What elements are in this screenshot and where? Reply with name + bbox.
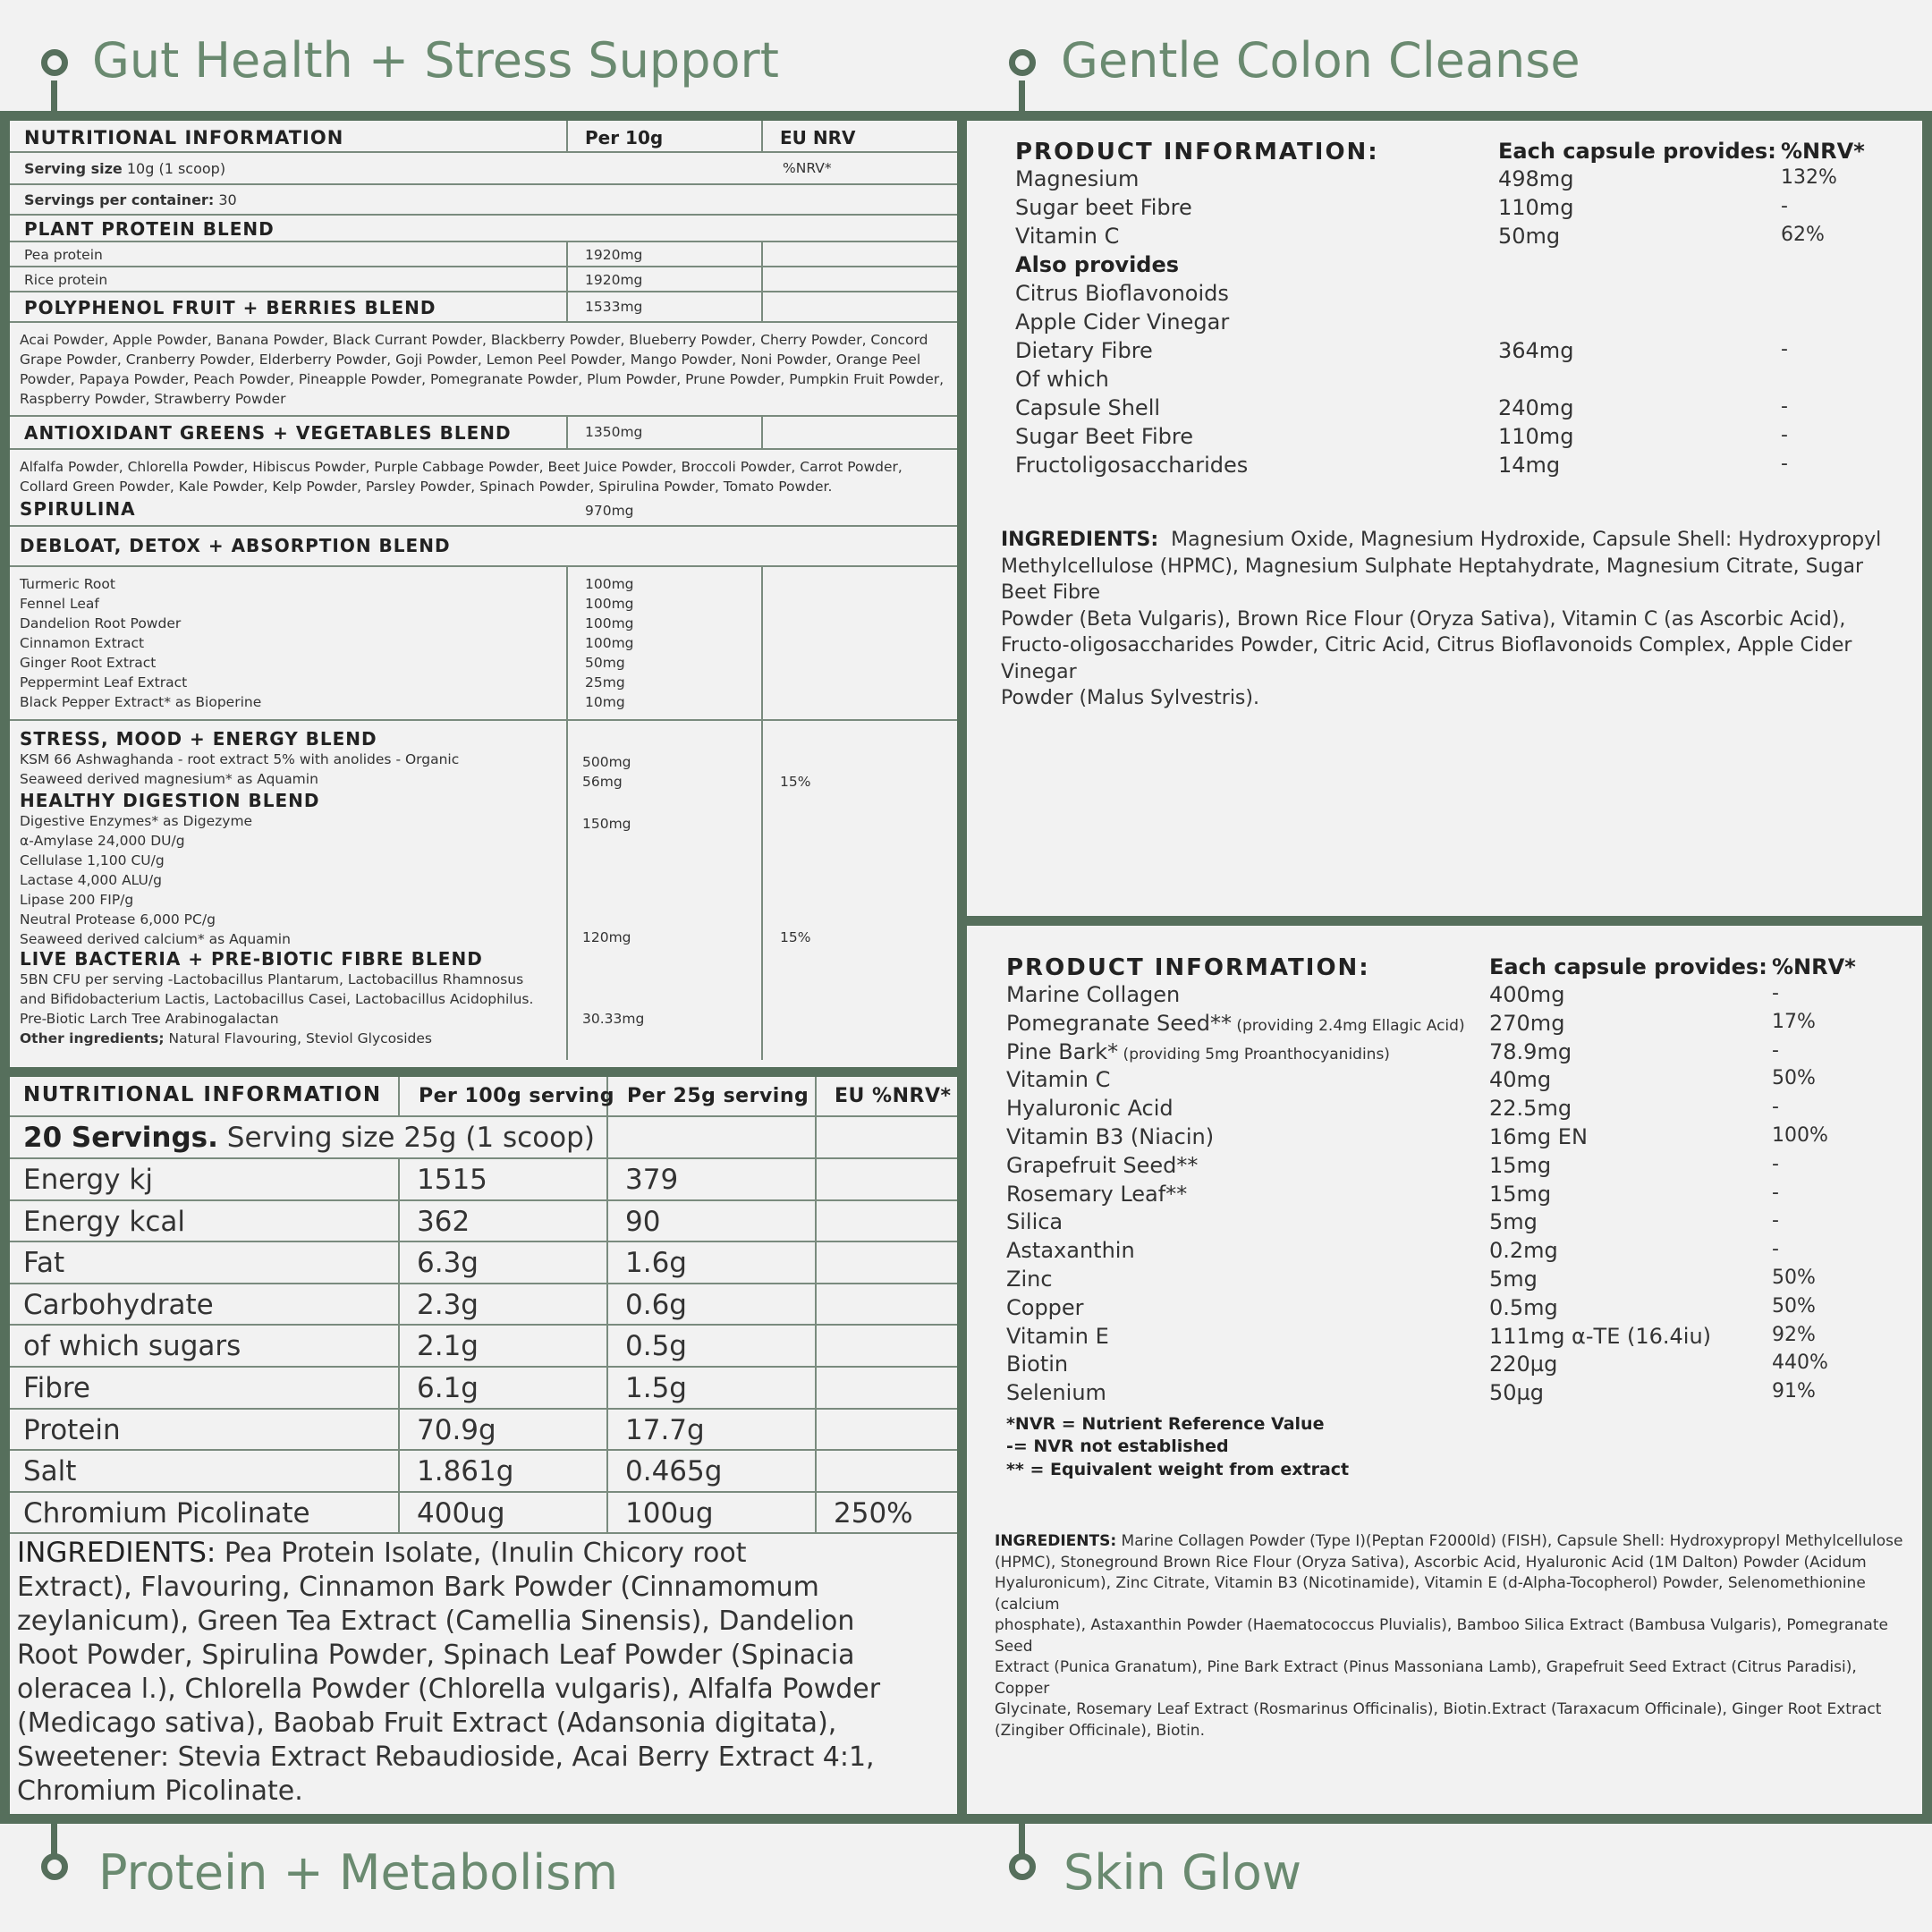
greens-heading: ANTIOXIDANT GREENS + VEGETABLES BLEND xyxy=(24,422,512,444)
footnote-not-established: -= NVR not established xyxy=(1006,1436,1229,1456)
debloat-item: Ginger Root Extract xyxy=(20,655,157,671)
skin-row-nrv: - xyxy=(1772,1181,1779,1204)
skin-row-amount: 15mg xyxy=(1489,1181,1552,1207)
debloat-value-list xyxy=(585,574,634,712)
greens-list-row xyxy=(10,450,957,527)
skin-glow-panel xyxy=(967,926,1922,1814)
live-bacteria-heading: LIVE BACTERIA + PRE-BIOTIC FIBRE BLEND xyxy=(20,948,483,970)
skin-row-nrv: 440% xyxy=(1772,1352,1828,1375)
pin-icon-q1 xyxy=(41,49,68,76)
digestion-item: Digestive Enzymes* as Digezyme xyxy=(20,813,253,829)
pin-icon-q3 xyxy=(41,1853,68,1880)
live-bacteria-line-2: and Bifidobacterium Lactis, Lactobacillus Casei, Lactobacillus Acidophilus. xyxy=(20,991,534,1007)
debloat-value: 100mg xyxy=(585,576,634,592)
debloat-item: Peppermint Leaf Extract xyxy=(20,674,188,691)
table-row xyxy=(10,1410,957,1452)
table-row xyxy=(10,1326,957,1368)
skin-row-amount: 0.5mg xyxy=(1489,1294,1558,1320)
skin-row-name: Copper xyxy=(1006,1294,1084,1320)
skin-row-name: Marine Collagen xyxy=(1006,982,1181,1007)
frame-right-horizontal-divider xyxy=(957,916,1932,926)
protein-row-per25: 1.6g xyxy=(625,1247,687,1280)
colon-row-nrv: - xyxy=(1781,424,1788,446)
colon-ingredients: INGREDIENTS: Magnesium Oxide, Magnesium Hydroxide, Capsule Shell: Hydroxypropyl Methylcellulose (HPMC), Magnesium Sulphate Heptahydrate, Magnesium Citrate, Sugar Beet Fibre Powder (Beta Vulgaris), Brown Rice Flour (Oryza Sativa), Vitamin C (as Ascorbic Acid), Fructo-oligosaccharides Powder, Citric Acid, Citrus Bioflavonoids Complex, Apple Cider Vinegar Powder (Malus Sylvestris). xyxy=(1001,529,1882,709)
rice-protein-label: Rice protein xyxy=(24,272,108,288)
skin-row-name: Pine Bark* (providing 5mg Proanthocyanidins) xyxy=(1006,1038,1390,1064)
header-eu-nrv: EU NRV xyxy=(780,127,856,148)
skin-row-nrv: - xyxy=(1772,1038,1779,1062)
plant-protein-heading: PLANT PROTEIN BLEND xyxy=(24,218,275,240)
table-row xyxy=(10,1451,957,1493)
skin-product-table xyxy=(967,926,1922,1498)
stress-digestion-live-row xyxy=(10,721,957,1060)
servings-per-container: Servings per container: 30 xyxy=(24,191,237,208)
skin-header-product-info: PRODUCT INFORMATION: xyxy=(1006,954,1370,981)
seaweed-calcium-nrv: 15% xyxy=(780,929,811,945)
skin-row-nrv: 91% xyxy=(1772,1380,1816,1403)
ksm-66-value: 500mg xyxy=(582,754,631,770)
protein-servings: 20 Servings. Serving size 25g (1 scoop) xyxy=(23,1122,595,1154)
live-bacteria-line-1: 5BN CFU per serving -Lactobacillus Plantarum, Lactobacillus Rhamnosus xyxy=(20,971,524,987)
skin-header-each-capsule: Each capsule provides: xyxy=(1489,954,1767,979)
table-row xyxy=(10,1284,957,1326)
colon-cleanse-panel xyxy=(967,121,1922,916)
table-row xyxy=(10,1159,957,1201)
table-row xyxy=(10,1201,957,1243)
protein-row-per100: 1.861g xyxy=(417,1455,514,1488)
rice-protein-value: 1920mg xyxy=(585,272,643,288)
colon-row-nrv: - xyxy=(1781,338,1788,360)
seaweed-magnesium-label: Seaweed derived magnesium* as Aquamin xyxy=(20,771,318,787)
protein-header-per100: Per 100g serving xyxy=(419,1085,615,1107)
ksm-66-label: KSM 66 Ashwaghanda - root extract 5% with anolides - Organic xyxy=(20,751,460,767)
debloat-item: Turmeric Root xyxy=(20,576,115,592)
larch-value: 30.33mg xyxy=(582,1011,645,1027)
heading-colon-cleanse: Gentle Colon Cleanse xyxy=(1061,32,1580,89)
protein-row-per100: 400ug xyxy=(417,1496,505,1530)
debloat-item-list xyxy=(20,574,261,712)
protein-row-per25: 100ug xyxy=(625,1496,714,1530)
skin-row-nrv: - xyxy=(1772,1096,1779,1119)
colon-row-amount: 498mg xyxy=(1498,166,1574,191)
debloat-row xyxy=(10,527,957,567)
colon-row-amount: 110mg xyxy=(1498,424,1574,449)
colon-header-nrv: %NRV* xyxy=(1781,139,1865,164)
skin-row-amount: 22.5mg xyxy=(1489,1096,1572,1122)
frame-left xyxy=(0,111,10,1824)
skin-row-amount: 111mg α-TE (16.4iu) xyxy=(1489,1323,1712,1349)
digestion-item: Lipase 200 FIP/g xyxy=(20,892,134,908)
skin-row-nrv: - xyxy=(1772,1238,1779,1261)
heading-skin-glow: Skin Glow xyxy=(1063,1844,1301,1901)
serving-size-row xyxy=(10,153,957,185)
table-row xyxy=(10,1493,957,1535)
heading-protein: Protein + Metabolism xyxy=(98,1844,619,1901)
colon-row-amount: 110mg xyxy=(1498,195,1574,220)
debloat-value: 25mg xyxy=(585,674,625,691)
frame-right xyxy=(1922,111,1932,1824)
protein-row-per25: 0.465g xyxy=(625,1455,723,1488)
spirulina-heading: SPIRULINA xyxy=(20,498,136,520)
colon-row-name: Citrus Bioflavonoids xyxy=(1015,281,1229,306)
skin-row-name: Grapefruit Seed** xyxy=(1006,1152,1199,1178)
protein-header-per25: Per 25g serving xyxy=(627,1085,809,1107)
digestion-item: Neutral Protease 6,000 PC/g xyxy=(20,911,216,928)
debloat-item: Fennel Leaf xyxy=(20,596,99,612)
digestion-heading: HEALTHY DIGESTION BLEND xyxy=(20,790,320,811)
servings-row xyxy=(10,185,957,216)
pin-icon-q2 xyxy=(1009,49,1036,76)
colon-row-name: Vitamin C xyxy=(1015,224,1120,249)
spirulina-value: 970mg xyxy=(585,503,634,519)
colon-header-each-capsule: Each capsule provides: xyxy=(1498,139,1776,164)
debloat-value: 10mg xyxy=(585,694,625,710)
skin-row-amount: 0.2mg xyxy=(1489,1238,1558,1264)
polyphenol-list-row xyxy=(10,323,957,417)
frame-left-horizontal-divider xyxy=(0,1067,967,1077)
protein-row-name: Fibre xyxy=(23,1372,91,1404)
skin-row-amount: 50µg xyxy=(1489,1380,1545,1406)
debloat-value: 50mg xyxy=(585,655,625,671)
skin-row-nrv: - xyxy=(1772,1152,1779,1175)
colon-row-nrv: - xyxy=(1781,395,1788,418)
colon-row-amount: 14mg xyxy=(1498,453,1561,478)
skin-row-name: Pomegranate Seed** (providing 2.4mg Ellagic Acid) xyxy=(1006,1010,1465,1036)
pea-protein-label: Pea protein xyxy=(24,247,103,263)
stress-heading: STRESS, MOOD + ENERGY BLEND xyxy=(20,728,377,750)
protein-row-name: Salt xyxy=(23,1455,77,1488)
frame-vertical-divider xyxy=(957,111,967,1824)
protein-row-per100: 2.1g xyxy=(417,1330,479,1363)
larch-label: Pre-Biotic Larch Tree Arabinogalactan xyxy=(20,1011,279,1027)
colon-row-nrv: 62% xyxy=(1781,224,1825,246)
skin-row-name: Selenium xyxy=(1006,1380,1106,1406)
skin-row-amount: 400mg xyxy=(1489,982,1565,1007)
pin-icon-q4 xyxy=(1009,1853,1036,1880)
skin-row-amount: 40mg xyxy=(1489,1067,1552,1093)
greens-row xyxy=(10,417,957,450)
protein-row-per100: 1515 xyxy=(417,1164,487,1196)
skin-row-nrv: 50% xyxy=(1772,1267,1816,1289)
table-row xyxy=(10,1368,957,1410)
other-ingredients: Other ingredients; Natural Flavouring, Steviol Glycosides xyxy=(20,1030,432,1046)
colon-row-nrv: - xyxy=(1781,453,1788,475)
pin-stem-q1 xyxy=(51,80,57,116)
pea-protein-value: 1920mg xyxy=(585,247,643,263)
polyphenol-row xyxy=(10,292,957,323)
protein-header-row xyxy=(10,1077,957,1117)
table-row xyxy=(10,1242,957,1284)
colon-row-name: Of which xyxy=(1015,367,1109,392)
polyphenol-value: 1533mg xyxy=(585,299,643,315)
greens-value: 1350mg xyxy=(585,424,643,440)
skin-row-name: Vitamin E xyxy=(1006,1323,1109,1349)
footnote-nrv: *NVR = Nutrient Reference Value xyxy=(1006,1414,1325,1434)
pin-stem-q3 xyxy=(51,1820,57,1858)
skin-row-name: Hyaluronic Acid xyxy=(1006,1096,1174,1122)
debloat-heading: DEBLOAT, DETOX + ABSORPTION BLEND xyxy=(20,535,451,556)
colon-row-name: Apple Cider Vinegar xyxy=(1015,309,1230,335)
protein-row-per100: 362 xyxy=(417,1205,470,1238)
colon-row-nrv: 132% xyxy=(1781,166,1837,189)
protein-header-nrv: EU %NRV* xyxy=(835,1085,952,1107)
skin-row-amount: 5mg xyxy=(1489,1267,1538,1292)
pea-protein-row xyxy=(10,242,957,267)
skin-ingredients: INGREDIENTS: Marine Collagen Powder (Type I)(Peptan F2000ld) (FISH), Capsule Shell: Hydroxypropyl Methylcellulose (HPMC), Stoneground Brown Rice Flour (Oryza Sativa), Ascorbic Acid, Hyaluronic Acid (1M Dalton) Powder (Acidum Hyaluronicum), Zinc Citrate, Vitamin B3 (Nicotinamide), Vitamin E (d-Alpha-Tocopherol) Powder, Selenomethionine (calcium phosphate), Astaxanthin Powder (Haematococcus Pluvialis), Bamboo Silica Extract (Bambusa Vulgaris), Pomegranate Seed Extract (Punica Granatum), Pine Bark Extract (Pinus Massoniana Lamb), Grapefruit Seed Extract (Citrus Paradisi), Copper Glycinate, Rosemary Leaf Extract (Rosmarinus Officinalis), Biotin.Extract (Taraxacum Officinale), Ginger Root Extract (Zingiber Officinale), Biotin. xyxy=(995,1532,1903,1740)
skin-row-amount: 78.9mg xyxy=(1489,1038,1572,1064)
skin-row-name: Vitamin C xyxy=(1006,1067,1111,1093)
colon-row-name: Dietary Fibre xyxy=(1015,338,1153,363)
greens-ingredient-list: Alfalfa Powder, Chlorella Powder, Hibiscus Powder, Purple Cabbage Powder, Beet Juice Powder, Broccoli Powder, Carrot Powder, Collard Green Powder, Kale Powder, Kelp Powder, Parsley Powder, Spinach Powder, Spirulina Powder, Tomato Powder. xyxy=(20,459,902,495)
digestion-item-list xyxy=(20,811,291,949)
skin-row-amount: 5mg xyxy=(1489,1209,1538,1235)
colon-row-name: Sugar beet Fibre xyxy=(1015,195,1192,220)
header-nutritional-info: NUTRITIONAL INFORMATION xyxy=(24,127,344,148)
skin-row-amount: 270mg xyxy=(1489,1010,1565,1036)
protein-servings-row xyxy=(10,1117,957,1159)
table-header-row xyxy=(10,121,957,153)
protein-row-name: Carbohydrate xyxy=(23,1288,214,1321)
protein-row-name: Energy kcal xyxy=(23,1205,185,1238)
protein-row-per25: 0.6g xyxy=(625,1288,687,1321)
skin-row-nrv: 92% xyxy=(1772,1323,1816,1346)
digestion-item: Seaweed derived calcium* as Aquamin xyxy=(20,931,291,947)
skin-row-nrv: 17% xyxy=(1772,1010,1816,1033)
protein-row-nrv: 250% xyxy=(834,1496,913,1530)
protein-row-per25: 17.7g xyxy=(625,1413,705,1446)
skin-row-name: Zinc xyxy=(1006,1267,1053,1292)
colon-row-nrv: - xyxy=(1781,195,1788,217)
polyphenol-heading: POLYPHENOL FRUIT + BERRIES BLEND xyxy=(24,297,436,318)
pin-stem-q4 xyxy=(1019,1820,1025,1858)
protein-row-per100: 6.1g xyxy=(417,1372,479,1404)
colon-row-name: Fructoligosaccharides xyxy=(1015,453,1249,478)
gut-health-panel xyxy=(10,121,957,1067)
protein-row-per100: 2.3g xyxy=(417,1288,479,1321)
protein-row-name: Fat xyxy=(23,1247,65,1280)
skin-row-name: Vitamin B3 (Niacin) xyxy=(1006,1124,1215,1149)
skin-row-nrv: 100% xyxy=(1772,1124,1828,1147)
debloat-items-row xyxy=(10,567,957,721)
skin-row-nrv: 50% xyxy=(1772,1067,1816,1090)
nrv-label: %NRV* xyxy=(783,160,832,176)
heading-gut-health: Gut Health + Stress Support xyxy=(92,32,779,89)
skin-row-name: Biotin xyxy=(1006,1352,1069,1377)
debloat-item: Black Pepper Extract* as Bioperine xyxy=(20,694,262,710)
protein-row-per25: 0.5g xyxy=(625,1330,687,1363)
protein-row-name: of which sugars xyxy=(23,1330,242,1363)
colon-row-amount: 240mg xyxy=(1498,395,1574,420)
gut-health-table xyxy=(10,121,957,1060)
protein-header-nutritional: NUTRITIONAL INFORMATION xyxy=(23,1083,382,1106)
colon-row-name: Also provides xyxy=(1015,252,1180,277)
colon-row-name: Capsule Shell xyxy=(1015,395,1161,420)
colon-row-name: Magnesium xyxy=(1015,166,1140,191)
seaweed-magnesium-value: 56mg xyxy=(582,774,623,790)
protein-row-name: Energy kj xyxy=(23,1164,153,1196)
protein-row-per100: 6.3g xyxy=(417,1247,479,1280)
protein-row-per100: 70.9g xyxy=(417,1413,496,1446)
protein-row-per25: 379 xyxy=(625,1164,679,1196)
colon-row-amount: 364mg xyxy=(1498,338,1574,363)
pin-stem-q2 xyxy=(1019,80,1025,116)
skin-header-nrv: %NRV* xyxy=(1772,954,1856,979)
skin-row-amount: 15mg xyxy=(1489,1152,1552,1178)
digestion-item: Cellulase 1,100 CU/g xyxy=(20,852,165,869)
digestion-item: α-Amylase 24,000 DU/g xyxy=(20,833,185,849)
skin-row-nrv: - xyxy=(1772,982,1779,1004)
serving-size: Serving size 10g (1 scoop) xyxy=(24,160,226,177)
protein-row-per25: 90 xyxy=(625,1205,661,1238)
digestion-item: Lactase 4,000 ALU/g xyxy=(20,872,162,888)
seaweed-magnesium-nrv: 15% xyxy=(780,774,811,790)
colon-header-product-info: PRODUCT INFORMATION: xyxy=(1015,139,1379,165)
footnote-equivalent-weight: ** = Equivalent weight from extract xyxy=(1006,1460,1350,1479)
debloat-value: 100mg xyxy=(585,615,634,631)
plant-protein-row xyxy=(10,216,957,242)
skin-row-amount: 220µg xyxy=(1489,1352,1558,1377)
colon-row-amount: 50mg xyxy=(1498,224,1561,249)
colon-row-name: Sugar Beet Fibre xyxy=(1015,424,1193,449)
skin-row-amount: 16mg EN xyxy=(1489,1124,1588,1149)
protein-panel xyxy=(10,1077,957,1814)
debloat-item: Dandelion Root Powder xyxy=(20,615,182,631)
debloat-item: Cinnamon Extract xyxy=(20,635,145,651)
digestion-value: 150mg xyxy=(582,816,631,832)
protein-row-name: Chromium Picolinate xyxy=(23,1496,310,1530)
header-per-10g: Per 10g xyxy=(585,127,664,148)
debloat-value: 100mg xyxy=(585,596,634,612)
skin-row-nrv: - xyxy=(1772,1209,1779,1233)
protein-row-name: Protein xyxy=(23,1413,121,1446)
protein-ingredients: INGREDIENTS: Pea Protein Isolate, (Inulin Chicory root Extract), Flavouring, Cinnamon Bark Powder (Cinnamomum zeylanicum), Green Tea Extract (Camellia Sinensis), Dandelion Root Powder, Spirulina Powder, Spinach Leaf Powder (Spinacia oleracea l.), Chlorella Powder (Chlorella vulgaris), Alfalfa Powder (Medicago sativa), Baobab Fruit Extract (Adansonia digitata), Sweetener: Stevia Extract Rebaudioside, Acai Berry Extract 4:1, Chromium Picolinate. xyxy=(17,1537,881,1807)
skin-row-name: Rosemary Leaf** xyxy=(1006,1181,1188,1207)
skin-row-nrv: 50% xyxy=(1772,1294,1816,1318)
seaweed-calcium-value: 120mg xyxy=(582,929,631,945)
rice-protein-row xyxy=(10,267,957,292)
protein-row-per25: 1.5g xyxy=(625,1372,687,1404)
polyphenol-ingredient-list: Acai Powder, Apple Powder, Banana Powder, Black Currant Powder, Blackberry Powder, Blueberry Powder, Cherry Powder, Concord Grape Powder, Cranberry Powder, Elderberry Powder, Goji Powder, Lemon Peel Powder, Mango Powder, Noni Powder, Orange Peel Powder, Papaya Powder, Peach Powder, Pineapple Powder, Pomegranate Powder, Plum Powder, Prune Powder, Pumpkin Fruit Powder, Raspberry Powder, Strawberry Powder xyxy=(20,332,945,407)
skin-row-name: Astaxanthin xyxy=(1006,1238,1135,1264)
debloat-value: 100mg xyxy=(585,635,634,651)
skin-row-name: Silica xyxy=(1006,1209,1063,1235)
